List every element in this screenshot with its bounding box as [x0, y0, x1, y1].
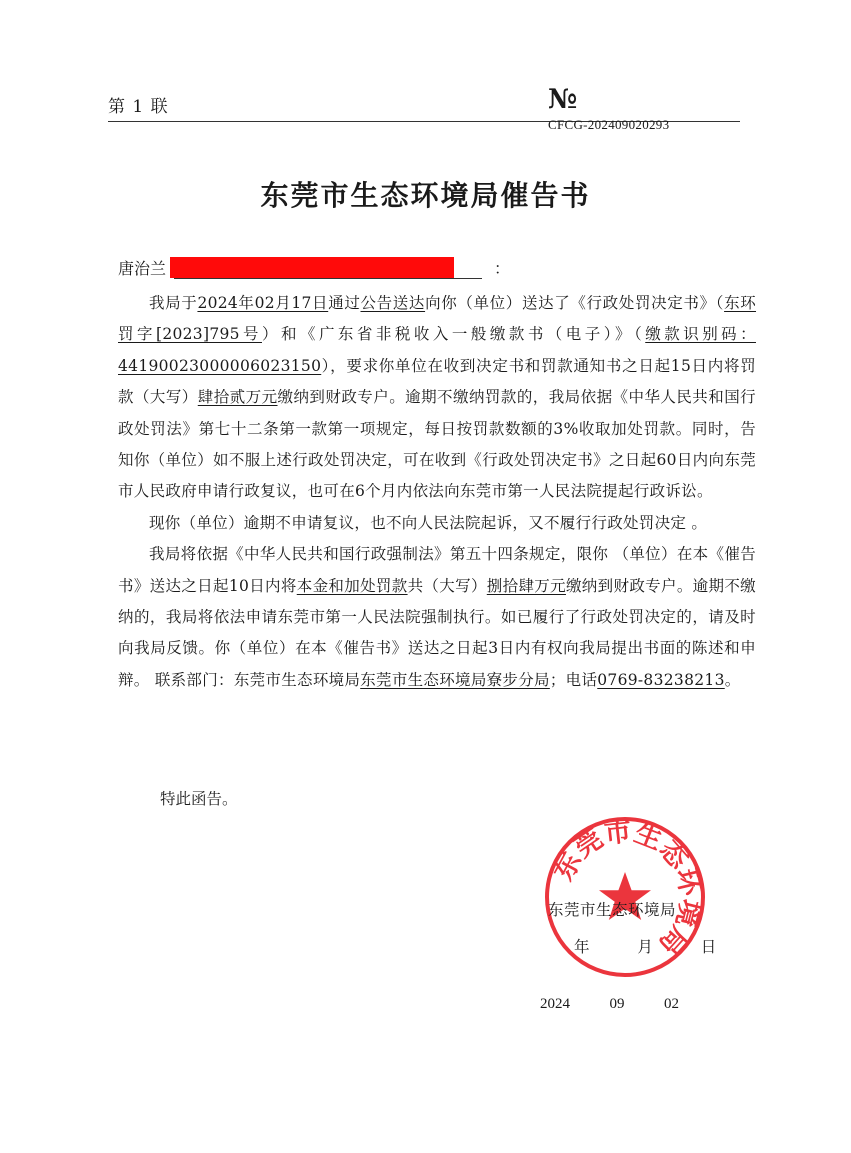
- document-body: [118, 288, 756, 696]
- text-segment: 现你（单位）逾期不申请复议，也不向人民法院起诉，又不履行行政处罚决定 。: [149, 513, 708, 532]
- text-segment: 通过: [328, 294, 361, 312]
- underlined-field: 肆拾贰万元: [197, 388, 278, 407]
- month-label: 月: [637, 938, 653, 956]
- document-title: 东莞市生态环境局催告书: [260, 179, 591, 212]
- underlined-field: 2024年02月17日: [197, 294, 329, 312]
- text-segment: ；电话: [549, 670, 598, 689]
- serial-label: 第 1 联: [108, 97, 169, 117]
- recipient-name: 唐治兰: [118, 259, 167, 278]
- signature-date-labels: [574, 935, 716, 957]
- redaction-bar: [170, 257, 454, 278]
- text-segment: 缴纳到财政专户。逾期不缴纳罚款的，我局依据《中华人民共和国行政处罚法》第七十二条第一款第一项规定，每日按罚款数额的3%收取加处罚款。同时，告知你（单位）如不服上述行政处罚决定，可在收到《行政处罚决定书》之日起60日内向东莞市人民政府申请行政复议，也可在6个月内依法向东莞市第一人民法院提起行政诉讼。: [118, 388, 756, 501]
- recipient-row: [118, 256, 510, 279]
- text-segment: 我局于: [149, 294, 198, 312]
- issue-date: [540, 996, 679, 1013]
- underlined-field: 本金和加处罚款: [296, 576, 408, 595]
- underlined-field: 0769-83238213: [597, 670, 725, 689]
- seal-arc-path: 东莞市生态环境局: [548, 815, 706, 961]
- text-segment: ）和《广东省非税收入一般缴款书（电子）》（: [261, 325, 646, 344]
- text-segment: 缴纳到财政专户。逾期不缴纳的，我局将依法申请东莞市第一人民法院强制执行。如已履行了行政处罚决定的，请及时向我局反馈。你（单位）在本《催告书》送达之日起3日内有权向我局提出书面的陈述和申辩。 联系部门：东莞市生态环境局: [118, 576, 756, 689]
- underlined-field: 缴款识别码：44190023000006023150: [118, 325, 756, 375]
- number-sign: №: [548, 84, 578, 115]
- text-segment: 向你（单位）送达了《行政处罚决定书》（: [425, 294, 725, 312]
- underlined-field: 公告送达: [360, 294, 426, 312]
- closing-line: 特此函告。: [160, 790, 238, 808]
- underlined-field: 捌拾肆万元: [486, 576, 566, 595]
- date-day: 02: [664, 996, 679, 1012]
- date-year: 2024: [540, 996, 570, 1012]
- date-month: 09: [609, 996, 625, 1012]
- paragraph-notice: [118, 288, 756, 508]
- underlined-field: 东环罚字[2023]795号: [118, 294, 757, 344]
- text-segment: 我局将依据《中华人民共和国行政强制法》第五十四条规定，限你 （单位）在本《催告书》送达之日起10日内将: [118, 545, 756, 595]
- paragraph-demand: [118, 539, 756, 696]
- day-label: 日: [700, 938, 717, 956]
- year-label: 年: [574, 938, 590, 956]
- underlined-field: 东莞市生态环境局寮步分局: [360, 670, 550, 689]
- paragraph-overdue: [118, 508, 756, 539]
- recipient-underline: [174, 278, 482, 279]
- signature-org: 东莞市生态环境局: [548, 901, 677, 919]
- text-segment: ），要求你单位在收到决定书和罚款通知书之日起15日内将罚款（大写）: [118, 356, 756, 407]
- text-segment: 。: [724, 670, 741, 689]
- document-code: CFCG-202409020293: [548, 117, 670, 132]
- text-segment: 共（大写）: [407, 576, 487, 595]
- recipient-colon: ：: [494, 259, 511, 278]
